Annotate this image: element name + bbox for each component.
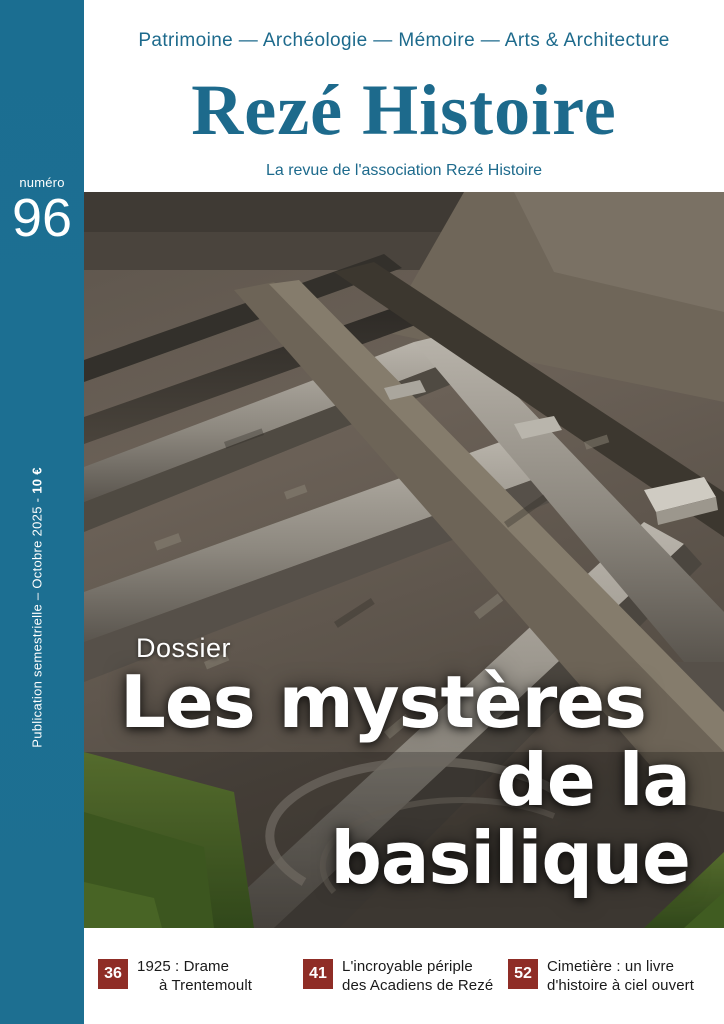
teaser-title-line1: L'incroyable périple bbox=[342, 958, 473, 975]
teaser-title bbox=[547, 957, 694, 995]
magazine-title: Rezé Histoire bbox=[191, 70, 617, 150]
issue-label: numéro bbox=[19, 175, 65, 190]
teaser-title-line2: à Trentemoult bbox=[159, 977, 253, 994]
cover-headline-line2: de la basilique bbox=[330, 738, 690, 900]
dossier-label: Dossier bbox=[136, 633, 232, 663]
teaser-title bbox=[342, 957, 493, 995]
publication-info bbox=[30, 278, 45, 938]
cover-headline bbox=[120, 660, 720, 900]
magazine-subtitle: La revue de l'association Rezé Histoire bbox=[265, 162, 543, 179]
teaser-title-line1: Cimetière : un livre bbox=[547, 958, 675, 975]
teaser-page-number: 41 bbox=[303, 959, 333, 989]
teaser-title bbox=[137, 957, 252, 995]
teaser-item[interactable] bbox=[502, 957, 707, 995]
topic-line: Patrimoine — Archéologie — Mémoire — Arts & Architecture bbox=[138, 30, 670, 51]
teaser-item[interactable] bbox=[92, 957, 297, 995]
teaser-page-number: 36 bbox=[98, 959, 128, 989]
issue-number: 96 bbox=[11, 188, 73, 248]
teaser-bar bbox=[84, 928, 724, 1024]
teaser-title-line2: d'histoire à ciel ouvert bbox=[547, 977, 695, 994]
cover-header bbox=[84, 0, 724, 192]
cover-headline-line1: Les mystères bbox=[120, 660, 646, 744]
teaser-item[interactable] bbox=[297, 957, 502, 995]
price-label: 10 € bbox=[29, 467, 45, 494]
teaser-title-line2: des Acadiens de Rezé bbox=[342, 977, 494, 994]
publication-info-text: Publication semestrielle – Octobre 2025 - bbox=[29, 497, 45, 748]
teaser-page-number: 52 bbox=[508, 959, 538, 989]
teaser-title-line1: 1925 : Drame bbox=[137, 958, 230, 975]
